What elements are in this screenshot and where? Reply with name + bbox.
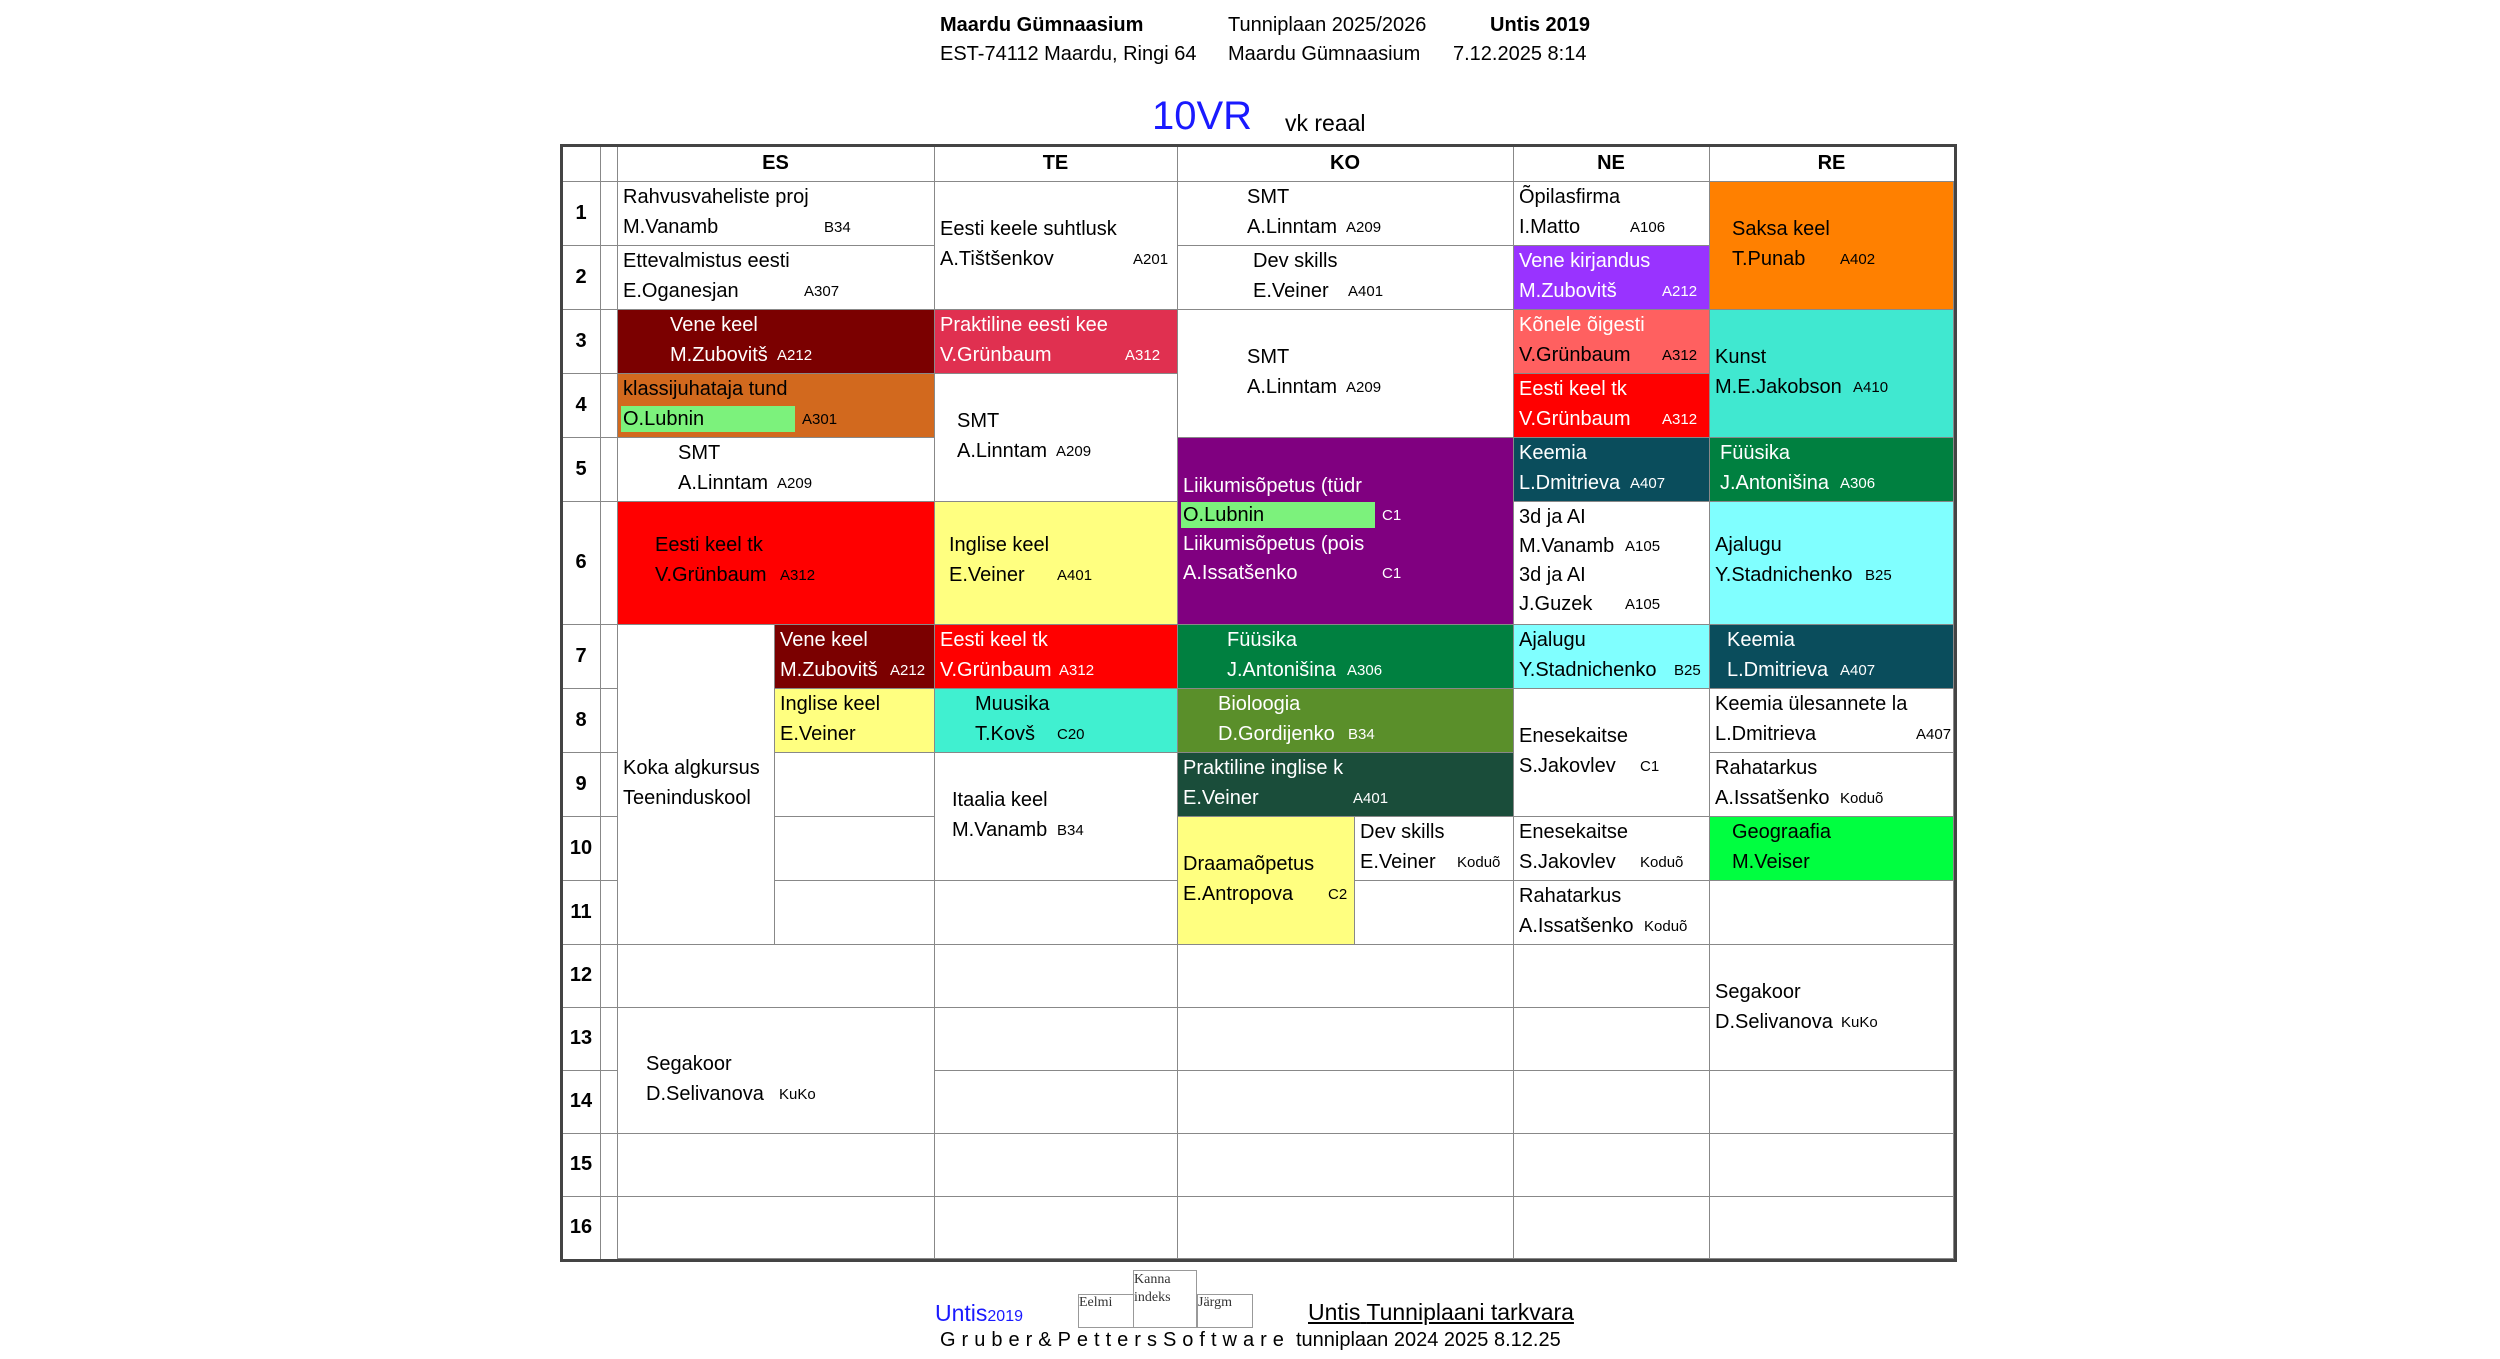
empty-cell — [1177, 1133, 1514, 1197]
previous-icon[interactable] — [1078, 1294, 1134, 1328]
lesson-teacher: L.Dmitrieva — [1715, 723, 1817, 745]
period-number: 9 — [575, 773, 587, 795]
period-number: 14 — [569, 1090, 593, 1112]
lesson-room: A312 — [1125, 347, 1161, 364]
lesson-cell[interactable] — [1709, 816, 1954, 881]
lesson-teacher: M.Vanamb — [952, 819, 1048, 841]
lesson-cell[interactable] — [1177, 752, 1514, 817]
lesson-teacher: E.Veiner — [780, 723, 856, 745]
lesson-cell[interactable] — [934, 181, 1178, 310]
lesson-room: A212 — [890, 662, 926, 679]
empty-cell — [1709, 1133, 1954, 1197]
lesson-teacher: D.Gordijenko — [1218, 723, 1335, 745]
lesson-cell[interactable] — [1513, 816, 1710, 881]
lesson-room: A212 — [777, 347, 813, 364]
lesson-cell[interactable] — [617, 437, 935, 502]
lesson-cell[interactable] — [1709, 437, 1954, 502]
period-number: 4 — [575, 394, 587, 416]
lesson-room: C2 — [1328, 886, 1348, 903]
lesson-subject: Füüsika — [1227, 629, 1298, 651]
lesson-subject: Enesekaitse — [1519, 725, 1628, 747]
lesson-subject: Liikumisõpetus (tüdr — [1183, 475, 1362, 497]
school-address: EST-74112 Maardu, Ringi 64 — [940, 43, 1197, 65]
footer-untis-logo[interactable] — [935, 1300, 1023, 1327]
empty-cell — [1709, 880, 1954, 945]
empty-cell — [934, 1196, 1178, 1259]
lesson-subject: Kunst — [1715, 346, 1767, 368]
lesson-teacher: A.Issatšenko — [1715, 787, 1830, 809]
lesson-room: A105 — [1625, 538, 1661, 555]
empty-cell — [934, 880, 1178, 945]
lesson-room: A307 — [804, 283, 840, 300]
lesson-cell[interactable] — [934, 501, 1178, 625]
next-icon[interactable] — [1197, 1294, 1253, 1328]
period-number: 2 — [575, 266, 587, 288]
lesson-room: C1 — [1640, 758, 1660, 775]
period-number: 8 — [575, 709, 587, 731]
lesson-room: A410 — [1853, 379, 1889, 396]
lesson-room: Koduõ — [1457, 854, 1501, 871]
lesson-cell[interactable] — [1709, 944, 1954, 1071]
lesson-subject: Liikumisõpetus (pois — [1183, 533, 1365, 555]
lesson-subject: Eesti keele suhtlusk — [940, 218, 1117, 240]
lesson-teacher: Y.Stadnichenko — [1715, 564, 1853, 586]
lesson-teacher: S.Jakovlev — [1519, 851, 1616, 873]
lesson-subject: SMT — [1247, 186, 1290, 208]
empty-cell — [1354, 880, 1514, 945]
empty-cell — [617, 1196, 935, 1259]
period-number: 10 — [569, 837, 593, 859]
lesson-cell[interactable] — [934, 309, 1178, 374]
lesson-room: A209 — [1346, 219, 1382, 236]
lesson-cell[interactable] — [617, 245, 935, 310]
lesson-subject: Segakoor — [1715, 981, 1801, 1003]
lesson-room: Koduõ — [1644, 918, 1688, 935]
lesson-cell[interactable] — [1709, 688, 1954, 753]
lesson-teacher: M.Zubovitš — [1519, 280, 1617, 302]
lesson-subject: SMT — [1247, 346, 1290, 368]
lesson-teacher: T.Punab — [1732, 248, 1806, 270]
lesson-room: A402 — [1840, 251, 1876, 268]
lesson-subject: Ettevalmistus eesti — [623, 250, 790, 272]
lesson-cell[interactable] — [1709, 309, 1954, 438]
lesson-subject: Eesti keel tk — [1519, 378, 1627, 400]
lesson-teacher: V.Grünbaum — [940, 659, 1052, 681]
lesson-subject: Rahatarkus — [1715, 757, 1818, 779]
lesson-subject: Õpilasfirma — [1519, 186, 1621, 208]
lesson-subject: SMT — [957, 410, 1000, 432]
lesson-room: A105 — [1625, 596, 1661, 613]
lesson-subject: Ajalugu — [1715, 534, 1782, 556]
day-header-ne: NE — [1597, 152, 1625, 174]
lesson-teacher: O.Lubnin — [623, 408, 705, 430]
lesson-subject: Inglise keel — [949, 534, 1050, 556]
lesson-room: A401 — [1057, 567, 1093, 584]
lesson-teacher: Y.Stadnichenko — [1519, 659, 1657, 681]
lesson-subject: Rahatarkus — [1519, 885, 1622, 907]
lesson-cell[interactable] — [617, 373, 935, 438]
software-label: Untis 2019 — [1490, 14, 1591, 36]
footer-link-text: Tunniplaani tarkvara — [1366, 1299, 1574, 1325]
lesson-subject: Draamaõpetus — [1183, 853, 1315, 875]
empty-cell — [1513, 1070, 1710, 1134]
lesson-room: B34 — [824, 219, 851, 236]
lesson-cell[interactable] — [617, 181, 935, 246]
lesson-teacher: A.Tištšenkov — [940, 248, 1054, 270]
empty-cell — [774, 752, 935, 817]
lesson-room: A201 — [1133, 251, 1169, 268]
lesson-room: A306 — [1840, 475, 1876, 492]
lesson-cell[interactable] — [934, 752, 1178, 881]
lesson-cell[interactable] — [1513, 181, 1710, 246]
empty-cell — [1513, 944, 1710, 1008]
lesson-room: A209 — [1346, 379, 1382, 396]
lesson-subject: Dev skills — [1253, 250, 1338, 272]
lesson-subject: Geograafia — [1732, 821, 1831, 843]
lesson-cell[interactable] — [1709, 752, 1954, 817]
lesson-room: C1 — [1382, 565, 1402, 582]
lesson-room: A209 — [1056, 443, 1092, 460]
empty-cell — [934, 1133, 1178, 1197]
lesson-teacher: M.E.Jakobson — [1715, 376, 1842, 398]
lesson-room: C1 — [1382, 507, 1402, 524]
lesson-teacher: V.Grünbaum — [940, 344, 1052, 366]
lesson-room: A407 — [1630, 475, 1666, 492]
lesson-cell[interactable] — [1177, 245, 1514, 310]
lesson-subject: Füüsika — [1720, 442, 1791, 464]
lesson-room: KuKo — [779, 1086, 816, 1103]
lesson-cell[interactable] — [1513, 688, 1710, 817]
lesson-teacher: V.Grünbaum — [1519, 408, 1631, 430]
lesson-teacher: L.Dmitrieva — [1727, 659, 1829, 681]
lesson-cell[interactable] — [1177, 816, 1355, 945]
lesson-cell[interactable] — [1513, 373, 1710, 438]
lesson-subject: Bioloogia — [1218, 693, 1301, 715]
lesson-teacher: Teeninduskool — [623, 787, 751, 809]
lesson-cell[interactable] — [1513, 437, 1710, 502]
lesson-room: A312 — [1662, 411, 1698, 428]
lesson-room: Koduõ — [1840, 790, 1884, 807]
lesson-subject: Dev skills — [1360, 821, 1445, 843]
empty-cell — [1709, 1070, 1954, 1134]
lesson-teacher: J.Antonišina — [1720, 472, 1829, 494]
lesson-teacher: D.Selivanova — [646, 1083, 764, 1105]
empty-cell — [1513, 1007, 1710, 1071]
school-name-secondary: Maardu Gümnaasium — [1228, 43, 1421, 65]
next-icon-label: Järgm — [1198, 1295, 1232, 1310]
lesson-subject: Segakoor — [646, 1053, 732, 1075]
lesson-subject: Keemia — [1727, 629, 1795, 651]
lesson-subject: Muusika — [975, 693, 1050, 715]
lesson-cell[interactable] — [934, 373, 1178, 502]
empty-cell — [934, 944, 1178, 1008]
lesson-room: A212 — [1662, 283, 1698, 300]
lesson-room: A407 — [1916, 726, 1952, 743]
lesson-room: A401 — [1353, 790, 1389, 807]
lesson-teacher: A.Issatšenko — [1519, 915, 1634, 937]
lesson-teacher: E.Antropova — [1183, 883, 1294, 905]
class-description: vk reaal — [1285, 110, 1366, 136]
lesson-cell[interactable] — [774, 688, 935, 753]
lesson-subject: Ajalugu — [1519, 629, 1586, 651]
lesson-cell[interactable] — [617, 624, 775, 945]
period-number: 11 — [570, 901, 592, 923]
lesson-cell[interactable] — [1177, 437, 1514, 625]
lesson-subject: Eesti keel tk — [940, 629, 1048, 651]
empty-cell — [1177, 1196, 1514, 1259]
day-header-te: TE — [1042, 152, 1069, 174]
footer-brand: Gruber&PettersSoftware — [940, 1329, 1290, 1351]
class-name: 10VR — [1152, 94, 1253, 138]
lesson-teacher: E.Veiner — [1360, 851, 1436, 873]
lesson-room: Koduõ — [1640, 854, 1684, 871]
empty-cell — [1177, 1070, 1514, 1134]
lesson-room: B25 — [1865, 567, 1892, 584]
lesson-cell[interactable] — [1177, 309, 1514, 438]
period-number: 13 — [569, 1027, 593, 1049]
period-number: 3 — [575, 330, 587, 352]
lesson-subject: klassijuhataja tund — [623, 378, 788, 400]
lesson-teacher: J.Guzek — [1519, 593, 1593, 615]
lesson-subject: Keemia — [1519, 442, 1587, 464]
lesson-cell[interactable] — [934, 624, 1178, 689]
footer-link-untis: Untis — [1308, 1299, 1361, 1325]
lesson-teacher: J.Antonišina — [1227, 659, 1336, 681]
lesson-teacher: M.Zubovitš — [780, 659, 878, 681]
lesson-teacher: A.Linntam — [1247, 376, 1338, 398]
timestamp: 7.12.2025 8:14 — [1453, 43, 1587, 65]
day-header-ko: KO — [1330, 152, 1360, 174]
lesson-teacher: M.Vanamb — [623, 216, 719, 238]
lesson-room: A407 — [1840, 662, 1876, 679]
lesson-teacher: V.Grünbaum — [655, 564, 767, 586]
empty-cell — [1513, 1196, 1710, 1259]
index-icon-label: Kanna indeks — [1134, 1272, 1171, 1305]
lesson-teacher: A.Linntam — [678, 472, 769, 494]
lesson-teacher: I.Matto — [1519, 216, 1581, 238]
lesson-cell[interactable] — [1513, 624, 1710, 689]
period-number: 6 — [575, 551, 587, 573]
lesson-cell[interactable] — [1354, 816, 1514, 881]
period-number: 1 — [575, 202, 587, 224]
lesson-cell[interactable] — [1513, 309, 1710, 374]
empty-cell — [617, 1133, 935, 1197]
lesson-subject: Enesekaitse — [1519, 821, 1628, 843]
lesson-subject: 3d ja AI — [1519, 564, 1586, 586]
lesson-cell[interactable] — [1513, 245, 1710, 310]
lesson-cell[interactable] — [934, 688, 1178, 753]
lesson-cell[interactable] — [1513, 501, 1710, 625]
lesson-teacher: A.Linntam — [1247, 216, 1338, 238]
lesson-teacher: E.Oganesjan — [623, 280, 739, 302]
lesson-cell[interactable] — [617, 1007, 935, 1134]
lesson-cell[interactable] — [617, 501, 935, 625]
lesson-subject: Kõnele õigesti — [1519, 314, 1645, 336]
lesson-room: A301 — [802, 411, 838, 428]
period-number: 5 — [575, 458, 587, 480]
empty-cell — [1177, 944, 1514, 1008]
period-number: 16 — [569, 1216, 593, 1238]
lesson-teacher: E.Veiner — [949, 564, 1025, 586]
lesson-subject: Vene keel — [670, 314, 758, 336]
lesson-subject: Eesti keel tk — [655, 534, 763, 556]
footer-stamp: tunniplaan 2024 2025 8.12.25 — [1296, 1329, 1561, 1351]
lesson-subject: SMT — [678, 442, 721, 464]
lesson-subject: Praktiline eesti kee — [940, 314, 1108, 336]
period-number: 7 — [575, 645, 587, 667]
empty-cell — [934, 1070, 1178, 1134]
lesson-room: B34 — [1348, 726, 1375, 743]
lesson-room: A401 — [1348, 283, 1384, 300]
lesson-cell[interactable] — [1709, 624, 1954, 689]
day-header-es: ES — [762, 152, 789, 174]
lesson-cell[interactable] — [1709, 181, 1954, 310]
lesson-cell[interactable] — [1709, 501, 1954, 625]
empty-cell — [1513, 1133, 1710, 1197]
footer-untis-year: 2019 — [987, 1308, 1023, 1325]
lesson-subject: 3d ja AI — [1519, 506, 1586, 528]
lesson-room: A312 — [1059, 662, 1095, 679]
lesson-room: A312 — [780, 567, 816, 584]
lesson-teacher: T.Kovš — [975, 723, 1036, 745]
lesson-teacher: A.Issatšenko — [1183, 562, 1298, 584]
lesson-subject: Vene keel — [780, 629, 868, 651]
period-number: 15 — [569, 1153, 593, 1175]
timetable-grid — [560, 144, 1957, 1262]
school-name: Maardu Gümnaasium — [940, 14, 1144, 36]
lesson-room: B25 — [1674, 662, 1701, 679]
empty-cell — [774, 880, 935, 945]
lesson-teacher: S.Jakovlev — [1519, 755, 1616, 777]
timetable-label: Tunniplaan 2025/2026 — [1228, 14, 1427, 36]
lesson-cell[interactable] — [617, 309, 935, 374]
empty-cell — [774, 816, 935, 881]
previous-icon-label: Eelmi — [1079, 1295, 1113, 1310]
lesson-teacher: A.Linntam — [957, 440, 1048, 462]
lesson-cell[interactable] — [1177, 688, 1514, 753]
period-number: 12 — [569, 964, 593, 986]
empty-cell — [1177, 1007, 1514, 1071]
lesson-room: A306 — [1347, 662, 1383, 679]
index-icon[interactable] — [1133, 1270, 1197, 1328]
lesson-room: KuKo — [1841, 1014, 1878, 1031]
empty-cell — [617, 944, 935, 1008]
lesson-cell[interactable] — [1177, 624, 1514, 689]
lesson-room: C20 — [1057, 726, 1085, 743]
lesson-room: B34 — [1057, 822, 1084, 839]
lesson-subject: Keemia ülesannete la — [1715, 693, 1908, 715]
lesson-teacher: E.Veiner — [1253, 280, 1329, 302]
footer-untis-text: Untis — [935, 1300, 988, 1326]
day-header-re: RE — [1817, 152, 1846, 174]
lesson-teacher: L.Dmitrieva — [1519, 472, 1621, 494]
lesson-teacher: V.Grünbaum — [1519, 344, 1631, 366]
lesson-cell[interactable] — [774, 624, 935, 689]
lesson-teacher: M.Vanamb — [1519, 535, 1615, 557]
lesson-subject: Koka algkursus — [623, 757, 760, 779]
empty-cell — [934, 1007, 1178, 1071]
empty-cell — [1709, 1196, 1954, 1259]
lesson-teacher: D.Selivanova — [1715, 1011, 1833, 1033]
lesson-subject: Rahvusvaheliste proj — [623, 186, 809, 208]
lesson-subject: Vene kirjandus — [1519, 250, 1651, 272]
lesson-teacher: E.Veiner — [1183, 787, 1259, 809]
lesson-cell[interactable] — [1177, 181, 1514, 246]
lesson-subject: Itaalia keel — [952, 789, 1048, 811]
lesson-room: A312 — [1662, 347, 1698, 364]
lesson-subject: Inglise keel — [780, 693, 881, 715]
lesson-teacher: M.Veiser — [1732, 851, 1810, 873]
lesson-cell[interactable] — [1513, 880, 1710, 945]
footer-software-link[interactable] — [1308, 1299, 1574, 1326]
lesson-room: A209 — [777, 475, 813, 492]
lesson-teacher: O.Lubnin — [1183, 504, 1265, 526]
lesson-teacher: M.Zubovitš — [670, 344, 768, 366]
lesson-subject: Praktiline inglise k — [1183, 757, 1344, 779]
lesson-subject: Saksa keel — [1732, 218, 1830, 240]
lesson-room: A106 — [1630, 219, 1666, 236]
